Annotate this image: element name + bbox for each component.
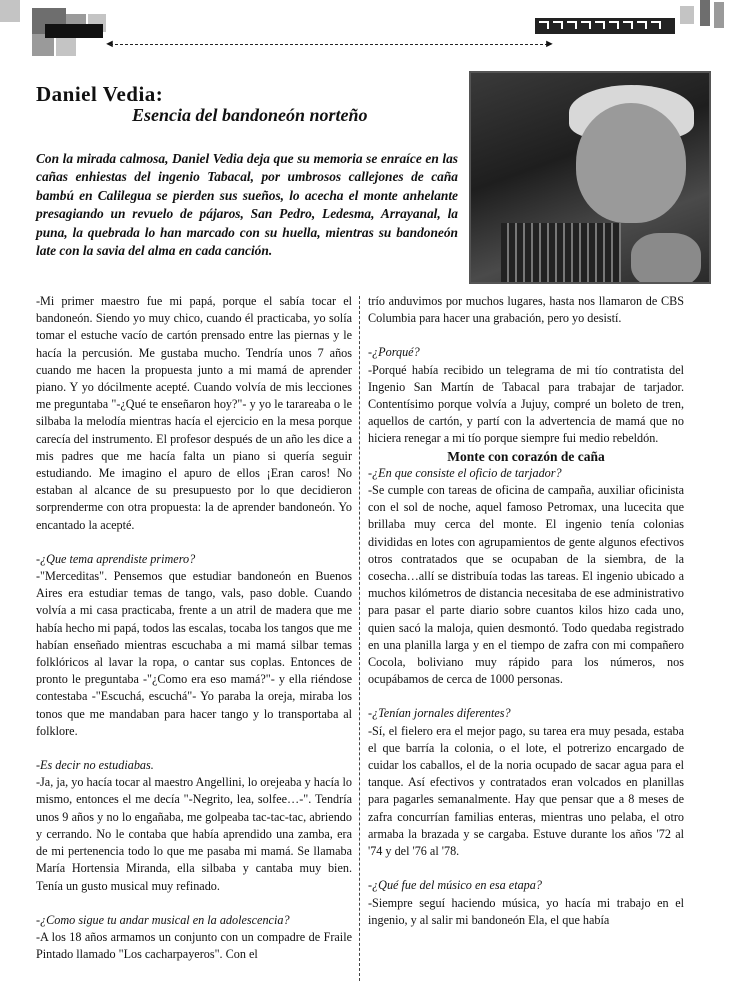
paragraph: -"Merceditas". Pensemos que estudiar bandoneón en Buenos Aires era estudiar temas de tango, vals, paso doble. Cuando volvía a mi casa practicaba, frente a un atril de madera que me había hecho mi papá, todos las escalas, tocaba los tangos que me habían enseñado mientras escuchaba a mi mamá silbar temas folklóricos al lavar la ropa, o cantar sus coplas. Entonces de pronto le preguntaba -"¿Como era eso mamá?"- y ella riéndose contestaba -"Escuchá, escuchá"- Yo paraba la oreja, miraba los tonos que me mandaban para hacer tango y lo transportaba al folklore. <box>36 569 352 738</box>
paragraph: trío anduvimos por muchos lugares, hasta nos llamaron de CBS Columbia para hacer una grabación, pero yo desistí. <box>368 294 684 326</box>
question: -¿Tenían jornales diferentes? <box>368 706 511 721</box>
paragraph: -Ja, ja, yo hacía tocar al maestro Angellini, lo orejeaba y hacía lo mismo, entonces el me decía "-Negrito, lea, solfee…-". Tendría unos 9 años y no lo engañaba, me golpeaba tac-tac-tac, abriendo y cerrando. No le contaba que había aprendido una zamba, era de mi pertenencia todo lo que me pasaba mi mamá. Se llamaba María Hortensia Miranda, ella silbaba y cantaba muy bien. Tenía un gusto musical muy refinado. <box>36 775 352 893</box>
question: -¿Que tema aprendiste primero? <box>36 551 196 566</box>
paragraph: -Sí, el fielero era el mejor pago, su tarea era muy pesada, estaba el que barría la colonia, o el lote, el potrerizo encargado de cuidar los caballos, el de la noria ocupado de sacar agua para el tanque. Así efectivos y contratados eran volcados en planillas para pagarles semanalmente. Hay que pensar que a 8 meses de zafra concurrían familias enteras, mientras uno pelaba, el otro armaba la brazada y se cargaba. Estuve durante los años '72 al '74 y del '76 al '78. <box>368 723 684 859</box>
paragraph: -Mi primer maestro fue mi papá, porque el sabía tocar el bandoneón. Siendo yo muy chico, cuando él practicaba, yo solía tomar el estuche vacío de cartón prensado entre las piernas y le hacía la percusión. Me gustaba mucho. Tendría unos 7 años cuando me hacen la propuesta junto a mi mamá de aprender piano. Y yo dócilmente acepté. Cuando volvía de mis lecciones me preguntaba "-¿Qué te enseñaron hoy?"- y yo le tarareaba o le silbaba la melodía mientras hacía el ejercicio en la mesa porque carecía del instrumento. El profesor después de un año les dice a mis padres que me hacía falta un piano si quería seguir estudiando. Me imagino el apuro de ellos ¡Eran caros! No estaban al alcance de su presupuesto por lo que decidieron sorprenderme con otra propuesta: la de aprender bandoneón. Yo encantado la acepté. <box>36 294 352 532</box>
portrait-photo-icon <box>469 71 711 284</box>
article-title: Daniel Vedia: <box>36 82 164 106</box>
paragraph: -Se cumple con tareas de oficina de campaña, auxiliar oficinista con el sol de noche, aquel famoso Petromax, una lucecita que brillaba muy cerca del monte. El ingenio tenía colonias divididas en lotes con agrupamientos de gente algunos efectivos otros contratados que se ocupaban de la siembra, de la cosecha…allí se distribuía todas las tareas. El ingenio ubicado a muchos kilómetros de distancia necesitaba de ese administrativo para pasar el parte diario sobre cuantos kilos hizo cada uno, quien sacó la maloja, quien desmontó. Todo quedaba registrado en una planilla larga y en el tiempo de zafra con mi compañero Cocola, boliviano muy rápido para los números, nos ocupábamos de cerca de 1000 personas. <box>368 483 684 687</box>
right-column <box>368 293 684 929</box>
paragraph: -Porqué había recibido un telegrama de mi tío contratista del Ingenio San Martín de Tabacal para trabajar de tarjador. Contentísimo porque volvía a Jujuy, compré un boleto de tren, aquellos de cartón, y partí con la advertencia de mamá que no hiciera renegar a mi tío porque siempre fui medio rebeldón. <box>368 362 684 446</box>
article-intro: Con la mirada calmosa, Daniel Vedia deja que su memoria se enraíce en las cañas enhiestas del ingenio Tabacal, por umbrosos callejones de caña bambú en Calilegua se pierden sus sueños, lo acecha el monte anhelante presagiando un revuelo de pájaros, San Pedro, Ledesma, Arrayanal, la puna, la quebrada lo han marcado con su huella, mientras su bandoneón late con la savia del alma en cada canción. <box>36 151 458 259</box>
corner-squares-icon <box>0 0 110 62</box>
question: -¿Qué fue del músico en esa etapa? <box>368 878 542 893</box>
arrow-left-icon: ◄ <box>104 38 115 50</box>
paragraph: -Siempre seguí haciendo música, yo hacía mi trabajo en el ingenio, y al salir mi bandoneón Ela, el que había <box>368 895 684 927</box>
double-arrow-icon <box>110 44 548 46</box>
question: -¿En que consiste el oficio de tarjador? <box>368 465 562 480</box>
column-divider <box>359 296 360 981</box>
section-heading: Monte con corazón de caña <box>447 448 605 464</box>
left-column <box>36 293 352 963</box>
question: -¿Como sigue tu andar musical en la adolescencia? <box>36 912 290 927</box>
article-subtitle: Esencia del bandoneón norteño <box>132 105 368 125</box>
corner-squares-right-icon <box>680 0 733 30</box>
question: -Es decir no estudiabas. <box>36 758 154 773</box>
question: -¿Porqué? <box>368 345 420 360</box>
greek-key-band-icon <box>535 18 675 34</box>
arrow-right-icon: ► <box>544 38 555 50</box>
paragraph: -A los 18 años armamos un conjunto con un compadre de Fraile Pintado llamado "Los cacharpayeros". Con el <box>36 929 352 962</box>
